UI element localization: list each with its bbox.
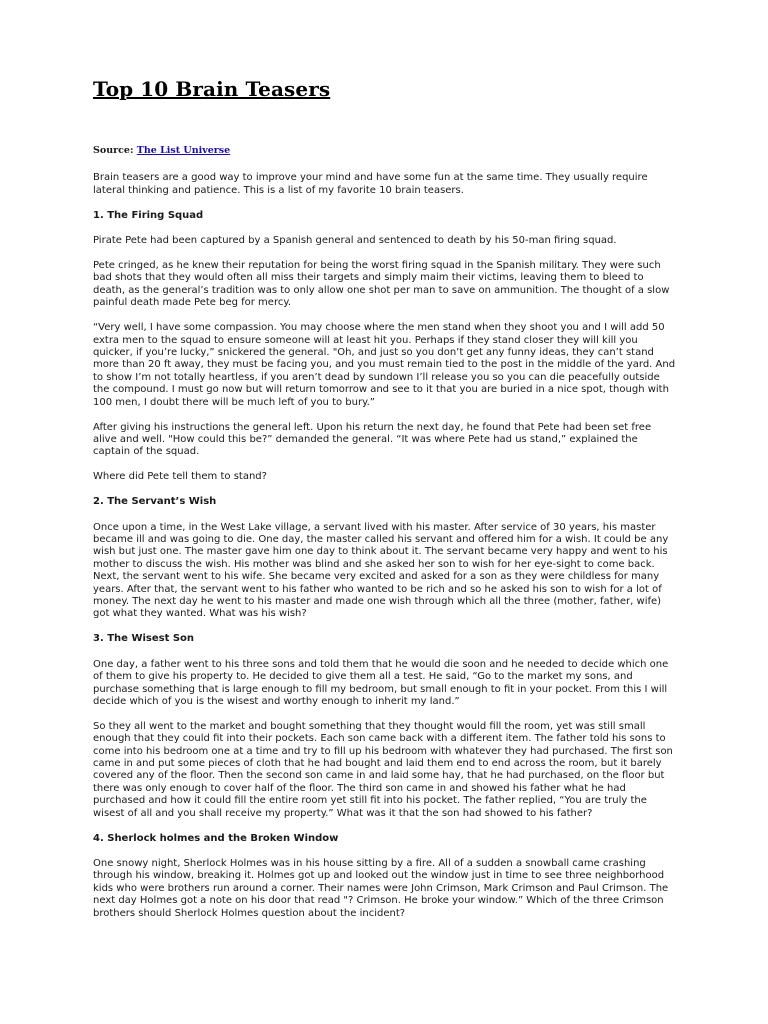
paragraph: So they all went to the market and bought something that they thought would fill the room, yet was still small enough that they could fit into their pockets. Each son came back with a different item. The father told his sons to come into his bedroom one at a time and try to fill up his bedroom with whatever they had purchased. The first son came in and put some pieces of cloth that he had bought and laid them end to end across the room, but it barely covered any of the floor. Then the second son came in and laid some hay, that he had purchased, on the floor but there was only enough to cover half of the floor. The third son came in and showed his father what he had purchased and how it could fill the entire room yet still fit into his pocket. The father replied, “You are truly the wisest of all and you shall receive my property.” What was it that the son had showed to his father?: [93, 720, 673, 819]
paragraph: After giving his instructions the general left. Upon his return the next day, he found that Pete had been set free alive and well. "How could this be?” demanded the general. “It was where Pete had us stand,” explained the captain of the squad.: [93, 421, 652, 458]
intro-paragraph: Brain teasers are a good way to improve your mind and have some fun at the same time. They usually require lateral thinking and patience. This is a list of my favorite 10 brain teasers.: [93, 172, 648, 196]
source-label: Source:: [93, 145, 134, 156]
paragraph: One day, a father went to his three sons and told them that he would die soon and he needed to decide which one of them to give his property to. He decided to give them all a test. He said, “Go to the market my sons, and purchase something that is large enough to fill my bedroom, but small enough to fit in your pocket. From this I will decide which of you is the wisest and worthy enough to inherit my land.”: [93, 658, 669, 707]
section-heading: 2. The Servant’s Wish: [93, 496, 217, 508]
section-heading: 3. The Wisest Son: [93, 633, 195, 645]
source-line: [93, 145, 678, 157]
section-heading: 4. Sherlock holmes and the Broken Window: [93, 832, 339, 844]
section-heading: 1. The Firing Squad: [93, 209, 204, 221]
paragraph: “Very well, I have some compassion. You may choose where the men stand when they shoot you and I will add 50 extra men to the squad to ensure someone will at least hit you. Perhaps if they stand closer they will kill you quicker, if you’re lucky,” snickered the general. "Oh, and just so you don’t get any funny ideas, they can’t stand more than 20 ft away, they must be facing you, and you must remain tied to the post in the middle of the yard. And to show I’m not totally heartless, if you aren’t dead by sundown I’ll release you so you can die peacefully outside the compound. I must go now but will return tomorrow and see to it that you are buried in a nice spot, though with 100 men, I doubt there will be much left of you to bury.”: [93, 322, 676, 408]
article-body: [93, 145, 678, 933]
paragraph: One snowy night, Sherlock Holmes was in his house sitting by a fire. All of a sudden a snowball came crashing through his window, breaking it. Holmes got up and looked out the window just in time to see three neighborhood kids who were brothers run around a corner. Their names were John Crimson, Mark Crimson and Paul Crimson. The next day Holmes got a note on his door that read "? Crimson. He broke your window.” Which of the three Crimson brothers should Sherlock Holmes question about the incident?: [93, 857, 669, 919]
page-title: Top 10 Brain Teasers: [93, 77, 331, 101]
source-link[interactable]: The List Universe: [136, 145, 231, 156]
paragraph: Where did Pete tell them to stand?: [93, 471, 267, 483]
paragraph: Once upon a time, in the West Lake village, a servant lived with his master. After service of 30 years, his master became ill and was going to die. One day, the master called his servant and offered him for a wish. It could be any wish but just one. The master gave him one day to think about it. The servant became very happy and went to his mother to discuss the wish. His mother was blind and she asked her son to wish for her eye-sight to come back. Next, the servant went to his wife. She became very excited and asked for a son as they were childless for many years. After that, the servant went to his father who wanted to be rich and so he asked his son to wish for a lot of money. The next day he went to his master and made one wish through which all the three (mother, father, wife) got what they wanted. What was his wish?: [93, 521, 669, 620]
paragraph: Pete cringed, as he knew their reputation for being the worst firing squad in the Spanish military. They were such bad shots that they would often all miss their targets and simply maim their victims, leaving them to bleed to death, as the general’s tradition was to only allow one shot per man to save on ammunition. The thought of a slow painful death made Pete beg for mercy.: [93, 260, 670, 309]
paragraph: Pirate Pete had been captured by a Spanish general and sentenced to death by his 50-man firing squad.: [93, 235, 617, 247]
